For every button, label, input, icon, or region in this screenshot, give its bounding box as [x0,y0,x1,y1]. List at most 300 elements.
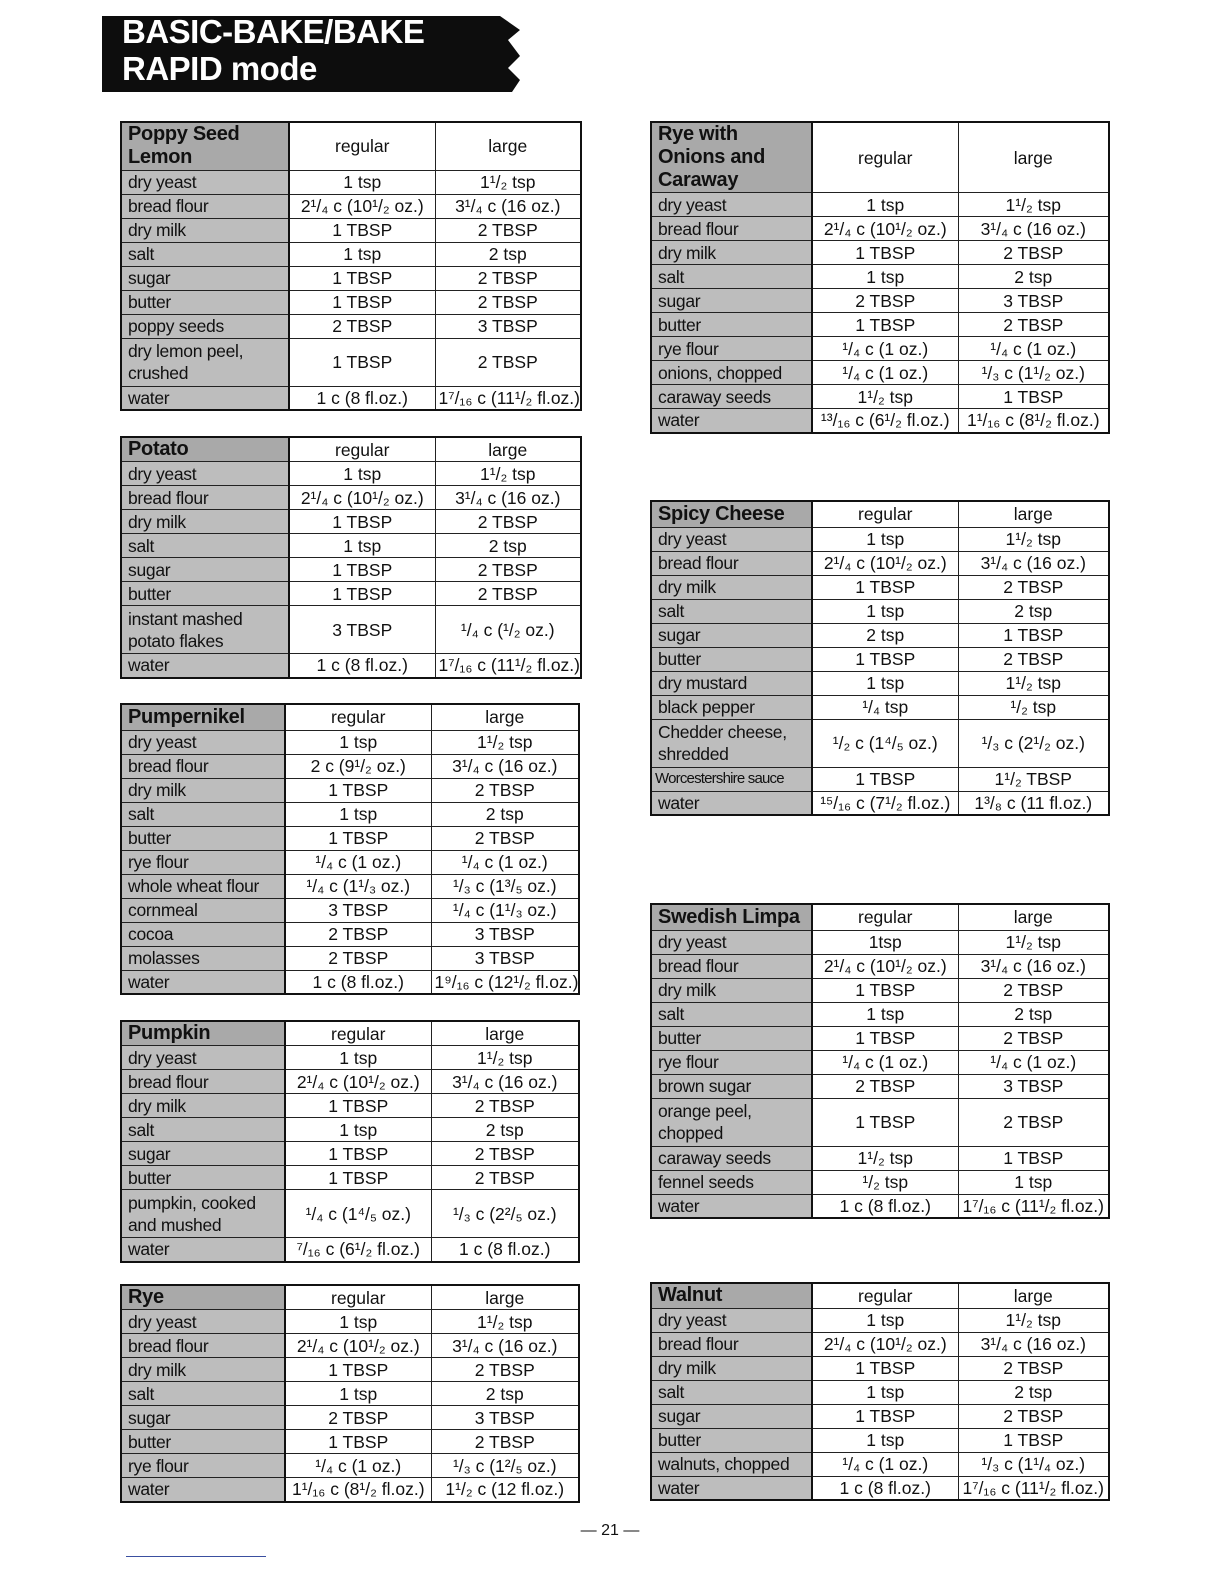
ingredient-name: dry yeast [121,730,285,754]
amount-regular: ¹/₂ c (1⁴/₅ oz.) [812,719,958,767]
recipe-table-pumpernickel [120,703,580,995]
table-row [121,826,579,850]
table-row [121,1142,579,1166]
amount-large: ¹/₂ tsp [958,695,1109,719]
amount-regular: 1 tsp [285,1046,431,1070]
amount-regular: 1 tsp [812,1308,958,1332]
table-row [121,802,579,826]
amount-large: 2 TBSP [431,1142,579,1166]
recipe-name: Pumpernikel [121,704,285,730]
recipe-name: Spicy Cheese [651,501,812,527]
amount-regular: 1 tsp [812,599,958,623]
ingredient-name: bread flour [651,1332,812,1356]
ingredient-name: Chedder cheese, shredded [651,719,812,767]
ingredient-name: orange peel, chopped [651,1098,812,1146]
amount-regular: 2 TBSP [285,946,431,970]
table-row [121,462,581,486]
amount-regular: 2 TBSP [812,289,958,313]
table-row [651,1356,1109,1380]
amount-regular: ¹/₄ c (1 oz.) [812,337,958,361]
ingredient-name: bread flour [121,194,289,218]
amount-large: 1¹/₂ tsp [435,462,581,486]
table-row [121,898,579,922]
table-header-row [651,122,1109,193]
table-row [651,930,1109,954]
ingredient-name: butter [651,313,812,337]
ingredient-name: butter [121,826,285,850]
column-header-regular: regular [285,1285,431,1310]
amount-large: 2 TBSP [435,558,581,582]
amount-large: 1 TBSP [958,1428,1109,1452]
table-row [121,730,579,754]
amount-large: 2 tsp [958,599,1109,623]
amount-large: 2 TBSP [431,1358,579,1382]
page-header-banner [102,13,520,92]
ingredient-name: fennel seeds [651,1170,812,1194]
amount-large: 1¹/₁₆ c (8¹/₂ fl.oz.) [958,409,1109,433]
amount-regular: 1 tsp [285,1118,431,1142]
amount-regular: 1 tsp [812,265,958,289]
amount-large: ¹/₃ c (2¹/₂ oz.) [958,719,1109,767]
table-row [651,1332,1109,1356]
amount-large: ¹/₄ c (1 oz.) [958,337,1109,361]
ingredient-name: cornmeal [121,898,285,922]
ingredient-name: dry milk [651,1356,812,1380]
table-row [121,1406,579,1430]
table-row [651,671,1109,695]
table-row [121,558,581,582]
table-row [121,290,581,314]
table-row [651,954,1109,978]
column-header-large: large [435,437,581,462]
column-header-large: large [958,501,1109,527]
amount-large: 2 tsp [958,1380,1109,1404]
amount-regular: 1 TBSP [812,1404,958,1428]
table-row [651,1404,1109,1428]
ingredient-name: bread flour [121,1334,285,1358]
amount-regular: 2¹/₄ c (10¹/₂ oz.) [812,217,958,241]
column-header-regular: regular [812,501,958,527]
amount-large: ¹/₃ c (1²/₅ oz.) [431,1454,579,1478]
table-row [651,1194,1109,1218]
column-header-regular: regular [289,437,435,462]
amount-large: 3¹/₄ c (16 oz.) [431,754,579,778]
amount-regular: 1 tsp [285,1382,431,1406]
amount-regular: 1 TBSP [285,1094,431,1118]
ingredient-name: dry milk [651,978,812,1002]
table-row [121,194,581,218]
ingredient-name: dry milk [121,1094,285,1118]
amount-large: ¹/₄ c (1 oz.) [431,850,579,874]
table-row [651,695,1109,719]
ingredient-name: water [121,970,285,994]
amount-large: 2 TBSP [958,1356,1109,1380]
table-row [121,1430,579,1454]
amount-regular: 2¹/₄ c (10¹/₂ oz.) [812,1332,958,1356]
recipe-table-swedish-limpa [650,903,1110,1219]
table-header-row [121,1285,579,1310]
ingredient-name: Worcestershire sauce [651,767,812,791]
ingredient-name: salt [651,599,812,623]
table-row [121,922,579,946]
ingredient-name: poppy seeds [121,314,289,338]
table-row [651,265,1109,289]
amount-regular: ¹/₄ c (1¹/₃ oz.) [285,874,431,898]
table-row [121,970,579,994]
ingredient-name: caraway seeds [651,1146,812,1170]
ingredient-name: dry yeast [121,170,289,194]
column-header-regular: regular [812,1283,958,1308]
ingredient-name: dry yeast [651,193,812,217]
amount-regular: 2 TBSP [289,314,435,338]
column-header-regular: regular [289,122,435,170]
amount-large: 3 TBSP [958,289,1109,313]
ingredient-name: rye flour [651,337,812,361]
amount-regular: 1 TBSP [285,826,431,850]
amount-large: ¹/₃ c (1¹/₂ oz.) [958,361,1109,385]
table-row [121,242,581,266]
amount-regular: 1 tsp [285,1310,431,1334]
amount-large: 3 TBSP [431,946,579,970]
amount-regular: 1 tsp [812,1380,958,1404]
recipe-table-potato [120,436,582,679]
amount-large: 2 TBSP [431,1166,579,1190]
amount-large: 2 tsp [435,242,581,266]
recipe-table-rye-onions-caraway [650,121,1110,434]
table-row [121,778,579,802]
table-header-row [121,122,581,170]
page-number: — 21 — [580,1522,640,1539]
recipe-table-walnut [650,1282,1110,1501]
amount-large: 2 tsp [431,1118,579,1142]
amount-regular: 3 TBSP [285,898,431,922]
ingredient-name: sugar [121,1142,285,1166]
amount-regular: 1 TBSP [812,767,958,791]
amount-large: 1¹/₂ tsp [431,1310,579,1334]
amount-large: 1¹/₂ tsp [958,671,1109,695]
table-row [121,218,581,242]
ingredient-name: bread flour [651,954,812,978]
table-row [121,754,579,778]
ingredient-name: brown sugar [651,1074,812,1098]
amount-large: 3¹/₄ c (16 oz.) [435,194,581,218]
amount-large: ¹/₄ c (1¹/₃ oz.) [431,898,579,922]
table-row [121,386,581,410]
amount-regular: 1 TBSP [285,1166,431,1190]
amount-regular: 2 tsp [812,623,958,647]
table-row [651,193,1109,217]
ingredient-name: water [121,1238,285,1262]
amount-large: 1¹/₂ tsp [958,193,1109,217]
recipe-name: Poppy Seed Lemon [121,122,289,170]
amount-large: 1 tsp [958,1170,1109,1194]
ingredient-name: sugar [651,623,812,647]
ingredient-name: onions, chopped [651,361,812,385]
amount-large: 2 tsp [958,265,1109,289]
amount-regular: ⁷/₁₆ c (6¹/₂ fl.oz.) [285,1238,431,1262]
table-row [651,1170,1109,1194]
amount-regular: 1 tsp [812,193,958,217]
table-row [651,647,1109,671]
table-row [651,1026,1109,1050]
column-header-large: large [431,1285,579,1310]
ingredient-name: bread flour [651,217,812,241]
amount-regular: 2¹/₄ c (10¹/₂ oz.) [289,194,435,218]
table-header-row [121,437,581,462]
ingredient-name: dry yeast [651,1308,812,1332]
recipe-table-pumpkin [120,1020,580,1263]
column-header-large: large [431,1021,579,1046]
table-row [121,510,581,534]
recipe-name: Rye [121,1285,285,1310]
column-header-large: large [435,122,581,170]
amount-large: 2 TBSP [431,1094,579,1118]
amount-large: 2 tsp [431,1382,579,1406]
ingredient-name: dry milk [121,778,285,802]
table-row [121,850,579,874]
amount-regular: 1 c (8 fl.oz.) [812,1194,958,1218]
amount-regular: 1 tsp [285,802,431,826]
amount-large: 3¹/₄ c (16 oz.) [958,954,1109,978]
table-row [651,1476,1109,1500]
amount-large: 2 TBSP [435,218,581,242]
recipe-table-spicy-cheese [650,500,1110,816]
amount-large: 1⁷/₁₆ c (11¹/₂ fl.oz.) [435,654,581,678]
ingredient-name: bread flour [121,1070,285,1094]
ingredient-name: salt [121,1382,285,1406]
table-row [651,217,1109,241]
amount-large: 3¹/₄ c (16 oz.) [958,1332,1109,1356]
amount-large: 1⁷/₁₆ c (11¹/₂ fl.oz.) [958,1476,1109,1500]
table-row [121,874,579,898]
amount-regular: ¹/₄ tsp [812,695,958,719]
table-row [121,1190,579,1238]
amount-regular: 2 TBSP [812,1074,958,1098]
table-row [121,1238,579,1262]
ingredient-name: black pepper [651,695,812,719]
amount-regular: 1 TBSP [812,978,958,1002]
amount-large: 2 TBSP [958,313,1109,337]
ingredient-name: dry milk [651,241,812,265]
amount-regular: 1 c (8 fl.oz.) [289,654,435,678]
amount-large: 1³/₈ c (11 fl.oz.) [958,791,1109,815]
ingredient-name: dry milk [121,218,289,242]
ingredient-name: sugar [121,558,289,582]
amount-regular: 3 TBSP [289,606,435,654]
ingredient-name: dry milk [651,575,812,599]
ingredient-name: dry yeast [121,1046,285,1070]
table-row [651,599,1109,623]
amount-regular: ¹³/₁₆ c (6¹/₂ fl.oz.) [812,409,958,433]
ingredient-name: butter [121,1166,285,1190]
amount-large: 2 TBSP [958,1026,1109,1050]
amount-large: 3¹/₄ c (16 oz.) [958,217,1109,241]
amount-regular: 2¹/₄ c (10¹/₂ oz.) [812,551,958,575]
column-header-large: large [958,1283,1109,1308]
ingredient-name: cocoa [121,922,285,946]
amount-large: ¹/₃ c (1³/₅ oz.) [431,874,579,898]
amount-large: 1¹/₂ tsp [435,170,581,194]
header-title-line1: BASIC-BAKE/BAKE [122,13,425,50]
ingredient-name: bread flour [121,754,285,778]
amount-regular: 2 TBSP [285,1406,431,1430]
table-row [651,289,1109,313]
ingredient-name: sugar [651,289,812,313]
ingredient-name: dry milk [121,1358,285,1382]
ingredient-name: rye flour [121,850,285,874]
amount-large: 3 TBSP [431,922,579,946]
amount-large: 2 TBSP [958,575,1109,599]
ingredient-name: butter [651,1026,812,1050]
amount-large: 2 TBSP [435,510,581,534]
amount-large: ¹/₃ c (2²/₅ oz.) [431,1190,579,1238]
amount-large: 1¹/₂ tsp [958,930,1109,954]
amount-regular: ¹/₄ c (1 oz.) [285,1454,431,1478]
amount-large: 1¹/₂ tsp [958,527,1109,551]
recipe-table-rye [120,1284,580,1503]
ingredient-name: whole wheat flour [121,874,285,898]
ingredient-name: bread flour [121,486,289,510]
table-row [651,361,1109,385]
amount-regular: 1tsp [812,930,958,954]
amount-large: 1⁷/₁₆ c (11¹/₂ fl.oz.) [435,386,581,410]
amount-regular: 1 TBSP [289,290,435,314]
table-row [651,527,1109,551]
table-row [651,719,1109,767]
ingredient-name: water [651,1194,812,1218]
amount-regular: 2¹/₄ c (10¹/₂ oz.) [812,954,958,978]
amount-regular: 1 tsp [289,462,435,486]
column-header-large: large [958,904,1109,930]
amount-large: 3 TBSP [431,1406,579,1430]
amount-regular: 2¹/₄ c (10¹/₂ oz.) [285,1070,431,1094]
amount-regular: ¹⁵/₁₆ c (7¹/₂ fl.oz.) [812,791,958,815]
ingredient-name: butter [651,647,812,671]
amount-regular: 1 tsp [812,527,958,551]
table-row [651,1452,1109,1476]
table-row [651,575,1109,599]
amount-regular: 1 tsp [285,730,431,754]
amount-large: 1¹/₂ TBSP [958,767,1109,791]
ingredient-name: molasses [121,946,285,970]
ingredient-name: rye flour [651,1050,812,1074]
table-row [651,385,1109,409]
ingredient-name: salt [651,265,812,289]
amount-large: 2 TBSP [435,290,581,314]
footer-rule [126,1556,266,1557]
amount-large: 2 TBSP [435,338,581,386]
amount-regular: 1 TBSP [285,1430,431,1454]
recipe-name: Rye with Onions and Caraway [651,122,812,193]
recipe-name: Walnut [651,1283,812,1308]
amount-regular: ¹/₂ tsp [812,1170,958,1194]
table-row [121,582,581,606]
amount-regular: 1 TBSP [812,313,958,337]
amount-large: 1⁷/₁₆ c (11¹/₂ fl.oz.) [958,1194,1109,1218]
amount-regular: 1 c (8 fl.oz.) [285,970,431,994]
amount-regular: ¹/₄ c (1 oz.) [812,1452,958,1476]
amount-large: 2 tsp [958,1002,1109,1026]
amount-large: 1¹/₂ c (12 fl.oz.) [431,1478,579,1502]
ingredient-name: water [121,386,289,410]
amount-regular: 1¹/₂ tsp [812,385,958,409]
ingredient-name: caraway seeds [651,385,812,409]
table-row [651,337,1109,361]
amount-regular: 1 TBSP [812,241,958,265]
amount-regular: ¹/₄ c (1 oz.) [812,361,958,385]
amount-regular: 1 TBSP [812,1098,958,1146]
table-header-row [651,904,1109,930]
table-row [121,1094,579,1118]
amount-large: 2 TBSP [958,241,1109,265]
table-row [121,1382,579,1406]
table-row [121,266,581,290]
amount-regular: 1¹/₂ tsp [812,1146,958,1170]
amount-regular: 1 TBSP [812,575,958,599]
table-row [651,767,1109,791]
table-row [651,1380,1109,1404]
amount-large: 2 TBSP [435,266,581,290]
amount-regular: 1 tsp [289,242,435,266]
amount-regular: 2¹/₄ c (10¹/₂ oz.) [289,486,435,510]
ingredient-name: walnuts, chopped [651,1452,812,1476]
table-row [121,314,581,338]
amount-large: 1 TBSP [958,1146,1109,1170]
table-row [121,534,581,558]
table-row [651,791,1109,815]
table-header-row [651,1283,1109,1308]
table-row [121,1310,579,1334]
ingredient-name: dry yeast [651,527,812,551]
table-row [121,1046,579,1070]
table-row [651,1074,1109,1098]
table-row [651,978,1109,1002]
amount-large: ¹/₄ c (¹/₂ oz.) [435,606,581,654]
column-header-regular: regular [285,704,431,730]
amount-large: 2 TBSP [435,582,581,606]
table-header-row [651,501,1109,527]
ingredient-name: rye flour [121,1454,285,1478]
column-header-regular: regular [812,904,958,930]
amount-large: ¹/₄ c (1 oz.) [958,1050,1109,1074]
column-header-regular: regular [285,1021,431,1046]
table-row [651,1098,1109,1146]
ingredient-name: water [651,409,812,433]
amount-regular: 1 c (8 fl.oz.) [812,1476,958,1500]
ingredient-name: dry yeast [651,930,812,954]
table-row [121,338,581,386]
table-row [651,1428,1109,1452]
ingredient-name: dry yeast [121,462,289,486]
amount-regular: 1 tsp [289,170,435,194]
amount-regular: 1 TBSP [289,218,435,242]
ingredient-name: butter [121,290,289,314]
amount-large: 2 tsp [435,534,581,558]
amount-large: 2 tsp [431,802,579,826]
table-header-row [121,1021,579,1046]
ingredient-name: water [651,1476,812,1500]
ingredient-name: sugar [121,266,289,290]
recipe-name: Potato [121,437,289,462]
ingredient-name: salt [121,242,289,266]
ingredient-name: salt [121,1118,285,1142]
column-header-regular: regular [812,122,958,193]
amount-regular: 1¹/₁₆ c (8¹/₂ fl.oz.) [285,1478,431,1502]
ingredient-name: salt [651,1002,812,1026]
ingredient-name: butter [651,1428,812,1452]
table-row [121,1358,579,1382]
amount-large: 2 TBSP [958,1098,1109,1146]
